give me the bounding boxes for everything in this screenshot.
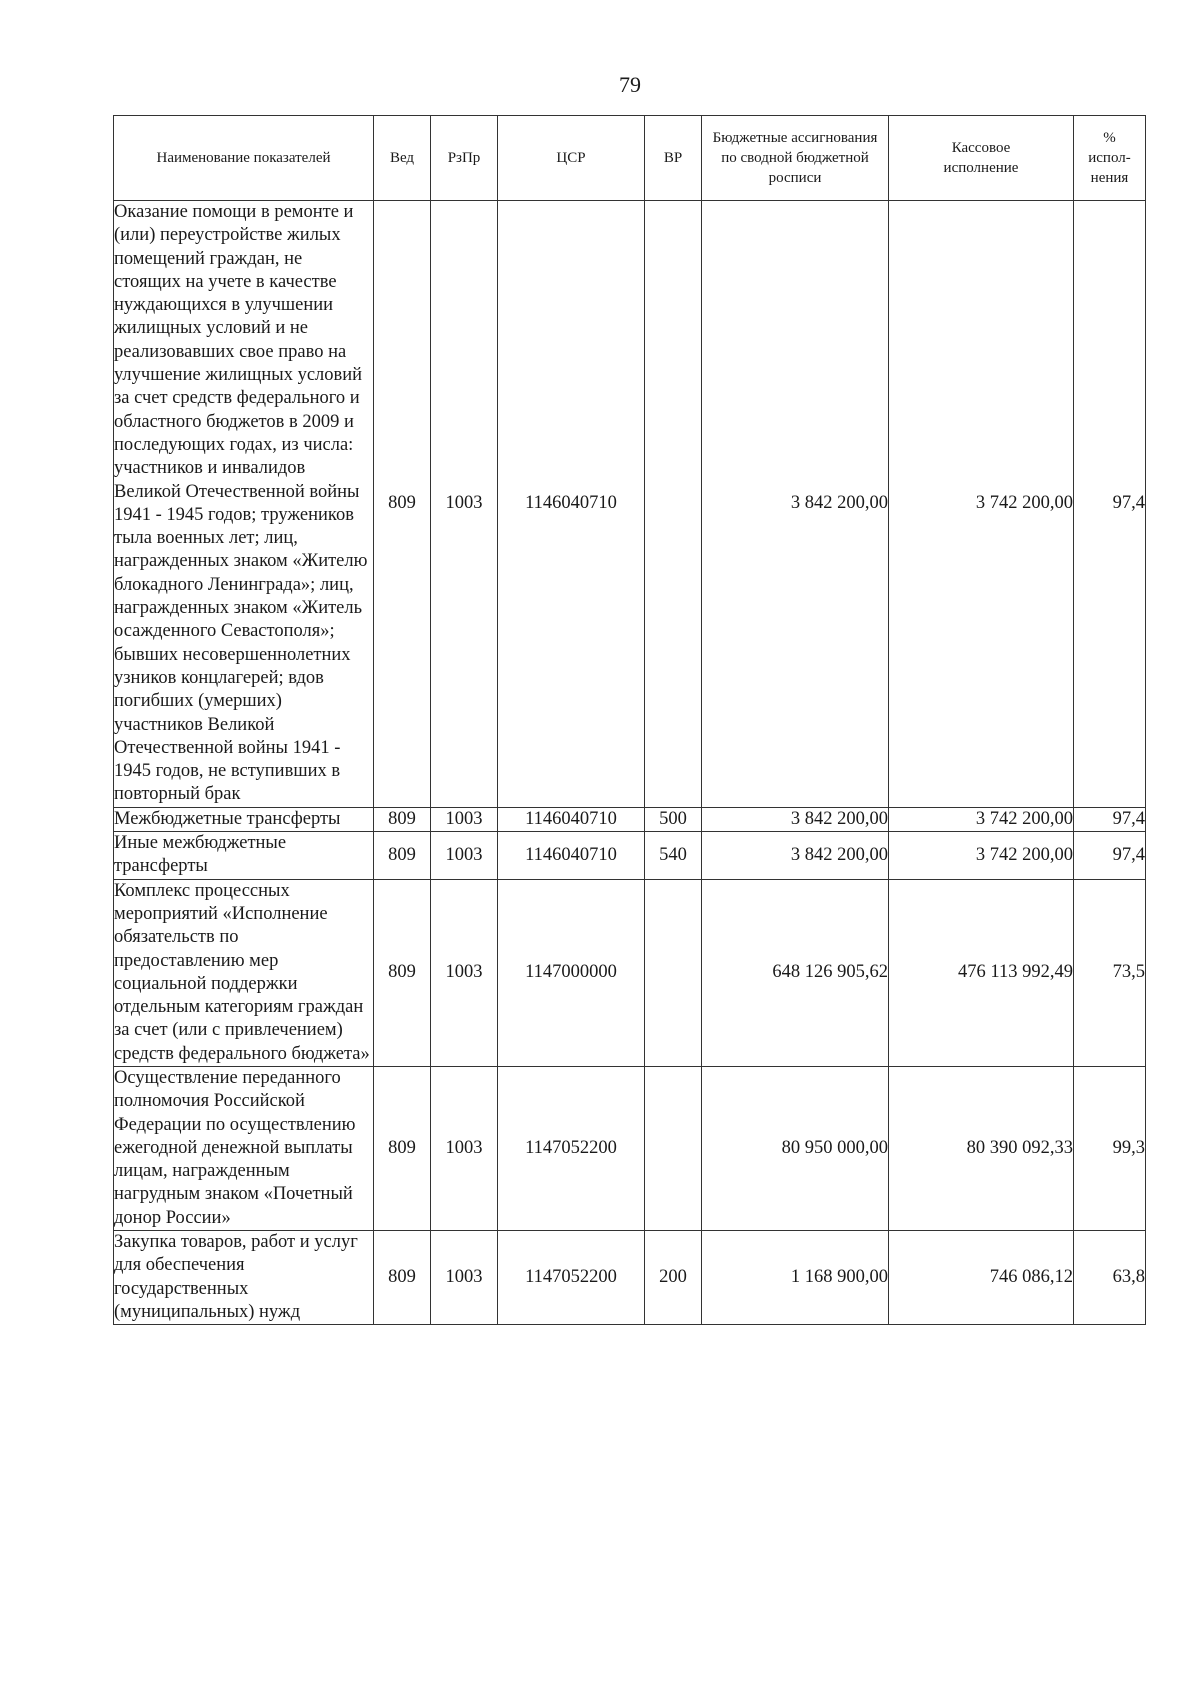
table-row — [114, 807, 1146, 831]
row-rzpr: 1003 — [431, 1066, 498, 1230]
row-csr: 1147000000 — [498, 879, 645, 1066]
header-csr: ЦСР — [498, 116, 645, 201]
row-budget: 80 950 000,00 — [702, 1066, 889, 1230]
header-vr: ВР — [645, 116, 702, 201]
row-vr — [645, 879, 702, 1066]
row-vr: 500 — [645, 807, 702, 831]
row-cash: 80 390 092,33 — [889, 1066, 1074, 1230]
row-csr: 1146040710 — [498, 832, 645, 880]
row-cash: 3 742 200,00 — [889, 201, 1074, 808]
row-vr: 200 — [645, 1231, 702, 1325]
header-percent: % испол-нения — [1074, 116, 1146, 201]
row-ved: 809 — [374, 201, 431, 808]
row-csr: 1146040710 — [498, 807, 645, 831]
row-vr — [645, 1066, 702, 1230]
row-budget: 3 842 200,00 — [702, 807, 889, 831]
row-budget: 648 126 905,62 — [702, 879, 889, 1066]
table-row — [114, 1066, 1146, 1230]
header-rzpr: РзПр — [431, 116, 498, 201]
row-cash: 3 742 200,00 — [889, 832, 1074, 880]
row-name: Иные межбюджетные трансферты — [114, 832, 374, 880]
row-name: Осуществление переданного полномочия Российской Федерации по осуществлению ежегодной денежной выплаты лицам, награжденным нагрудным знаком «Почетный донор России» — [114, 1066, 374, 1230]
row-ved: 809 — [374, 1231, 431, 1325]
row-cash: 476 113 992,49 — [889, 879, 1074, 1066]
row-percent: 97,4 — [1074, 807, 1146, 831]
table-row — [114, 879, 1146, 1066]
header-cash: Кассовое исполнение — [889, 116, 1074, 201]
row-cash: 746 086,12 — [889, 1231, 1074, 1325]
table-row — [114, 201, 1146, 808]
row-percent: 97,4 — [1074, 201, 1146, 808]
row-csr: 1147052200 — [498, 1231, 645, 1325]
row-budget: 3 842 200,00 — [702, 201, 889, 808]
row-rzpr: 1003 — [431, 879, 498, 1066]
row-name: Межбюджетные трансферты — [114, 807, 374, 831]
header-ved: Вед — [374, 116, 431, 201]
row-percent: 99,3 — [1074, 1066, 1146, 1230]
row-csr: 1147052200 — [498, 1066, 645, 1230]
row-ved: 809 — [374, 1066, 431, 1230]
row-rzpr: 1003 — [431, 201, 498, 808]
row-ved: 809 — [374, 879, 431, 1066]
table-header-row — [114, 116, 1146, 201]
row-budget: 3 842 200,00 — [702, 832, 889, 880]
row-vr: 540 — [645, 832, 702, 880]
table-row — [114, 832, 1146, 880]
row-name: Закупка товаров, работ и услуг для обеспечения государственных (муниципальных) нужд — [114, 1231, 374, 1325]
row-vr — [645, 201, 702, 808]
row-percent: 97,4 — [1074, 832, 1146, 880]
page-number: 79 — [619, 72, 641, 97]
row-ved: 809 — [374, 832, 431, 880]
row-name: Оказание помощи в ремонте и (или) переустройстве жилых помещений граждан, не стоящих на учете в качестве нуждающихся в улучшении жилищных условий и не реализовавших свое право на улучшение жилищных условий за счет средств федерального и областного бюджетов в 2009 и последующих годах, из числа: участников и инвалидов Великой Отечественной войны 1941 - 1945 годов; тружеников тыла военных лет; лиц, награжденных знаком «Жителю блокадного Ленинграда»; лиц, награжденных знаком «Житель осажденного Севастополя»; бывших несовершеннолетних узников концлагерей; вдов погибших (умерших) участников Великой Отечественной войны 1941 - 1945 годов, не вступивших в повторный брак — [114, 201, 374, 808]
row-rzpr: 1003 — [431, 807, 498, 831]
row-budget: 1 168 900,00 — [702, 1231, 889, 1325]
table-row — [114, 1231, 1146, 1325]
row-percent: 73,5 — [1074, 879, 1146, 1066]
row-rzpr: 1003 — [431, 1231, 498, 1325]
header-budget: Бюджетные ассигнования по сводной бюджетной росписи — [702, 116, 889, 201]
row-rzpr: 1003 — [431, 832, 498, 880]
row-cash: 3 742 200,00 — [889, 807, 1074, 831]
row-ved: 809 — [374, 807, 431, 831]
header-name: Наименование показателей — [114, 116, 374, 201]
budget-execution-table — [113, 115, 1146, 1325]
row-name: Комплекс процессных мероприятий «Исполнение обязательств по предоставлению мер социальной поддержки отдельным категориям граждан за счет (или с привлечением) средств федерального бюджета» — [114, 879, 374, 1066]
row-percent: 63,8 — [1074, 1231, 1146, 1325]
row-csr: 1146040710 — [498, 201, 645, 808]
